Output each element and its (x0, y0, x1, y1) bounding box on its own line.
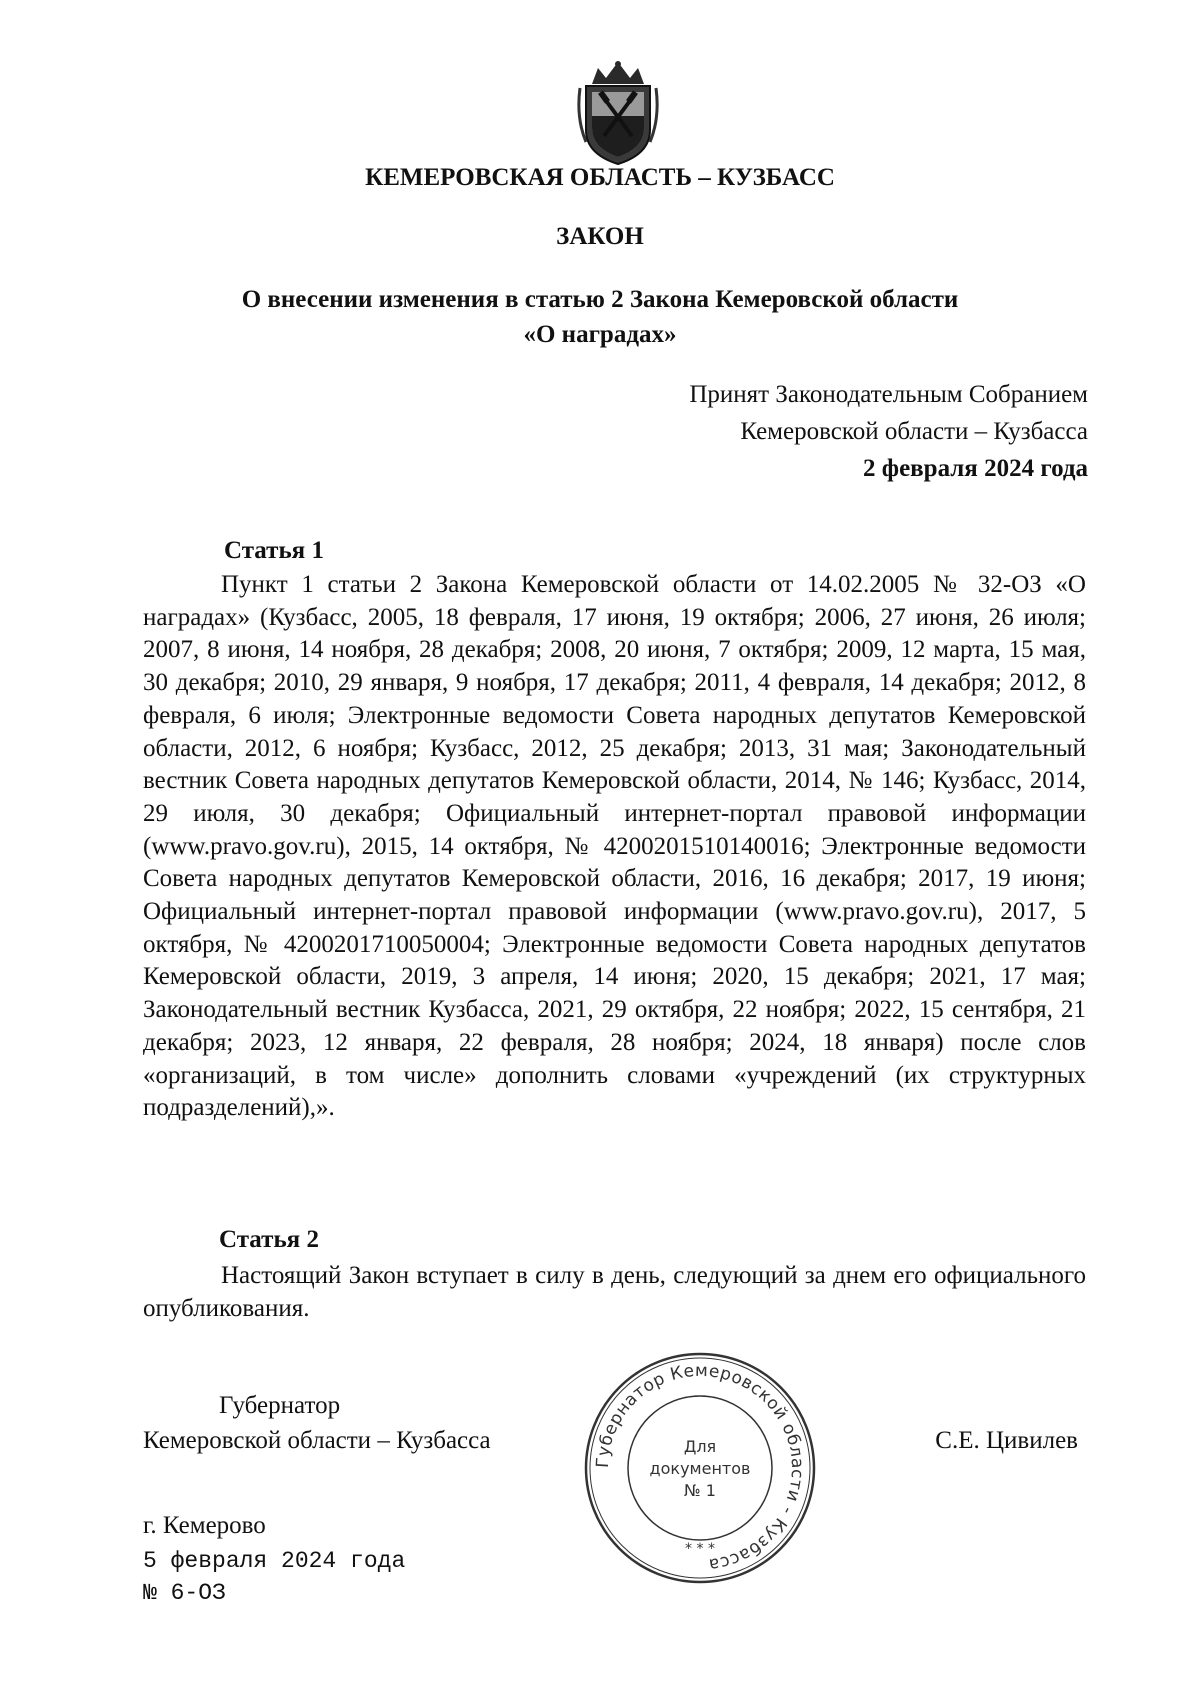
seal-center-line-3: № 1 (684, 1481, 716, 1500)
adoption-date: 2 февраля 2024 года (863, 455, 1088, 482)
article-2-heading: Статья 2 (219, 1226, 319, 1253)
signatory-position-line-2: Кемеровской области – Кузбасса (143, 1427, 491, 1454)
document-type-heading: ЗАКОН (556, 223, 644, 250)
coat-of-arms-emblem (576, 58, 660, 166)
region-heading: КЕМЕРОВСКАЯ ОБЛАСТЬ – КУЗБАСС (365, 164, 835, 191)
article-2-text: Настоящий Закон вступает в силу в день, следующий за днем его официального опубликования. (143, 1262, 1086, 1322)
signatory-name: С.Е. Цивилев (935, 1427, 1078, 1454)
city-label: г. Кемерово (143, 1512, 266, 1539)
seal-ring-text: Губернатор Кемеровской области - Кузбасса (592, 1360, 808, 1575)
signing-date: 5 февраля 2024 года (143, 1548, 406, 1574)
law-title (0, 282, 1200, 352)
law-title-line-1: О внесении изменения в статью 2 Закона Кемеровской области (241, 286, 959, 313)
adoption-block (488, 376, 1088, 487)
seal-center-line-1: Для (683, 1437, 717, 1456)
law-number: № 6-ОЗ (143, 1580, 226, 1606)
adoption-line-2: Кемеровской области – Кузбасса (740, 418, 1088, 445)
article-1-text: Пункт 1 статьи 2 Закона Кемеровской области от 14.02.2005 № 32-ОЗ «О наградах» (Кузбасс, 2005, 18 февраля, 17 июня, 19 октября; 2006, 27 июня, 26 июля; 2007, 8 июня, 14 ноября, 28 декабря; 2008, 20 июня, 7 октября; 2009, 12 марта, 15 мая, 30 декабря; 2010, 29 января, 9 ноября, 17 декабря; 2011, 4 февраля, 14 декабря; 2012, 8 февраля, 6 июля; Электронные ведомости Совета народных депутатов Кемеровской области, 2012, 6 ноября; Кузбасс, 2012, 25 декабря; 2013, 31 мая; Законодательный вестник Совета народных депутатов Кемеровской области, 2014, № 146; Кузбасс, 2014, 29 июля, 30 декабря; Официальный интернет-портал правовой информации (www.pravo.gov.ru), 2015, 14 октября, № 4200201510140016; Электронные ведомости Совета народных депутатов Кемеровской области, 2016, 16 декабря; 2017, 19 июня; Официальный интернет-портал правовой информации (www.pravo.gov.ru), 2017, 5 октября, № 4200201710050004; Электронные ведомости Совета народных депутатов Кемеровской области, 2019, 3 апреля, 14 июня; 2020, 15 декабря; 2021, 17 мая; Законодательный вестник Кузбасса, 2021, 29 октября, 22 ноября; 2022, 15 сентября, 21 декабря; 2023, 12 января, 22 февраля, 28 ноября; 2024, 18 января) после слов «организаций, в том числе» дополнить словами «учреждений (их структурных подразделений),». (143, 571, 1086, 1122)
official-seal-stamp (580, 1348, 820, 1588)
seal-center-line-2: документов (649, 1459, 751, 1478)
seal-stars: * * * (685, 1541, 715, 1557)
article-1-heading: Статья 1 (224, 537, 324, 564)
adoption-line-1: Принят Законодательным Собранием (689, 381, 1088, 408)
signatory-position-line-1: Губернатор (219, 1392, 341, 1419)
law-title-line-2: «О наградах» (523, 321, 677, 348)
